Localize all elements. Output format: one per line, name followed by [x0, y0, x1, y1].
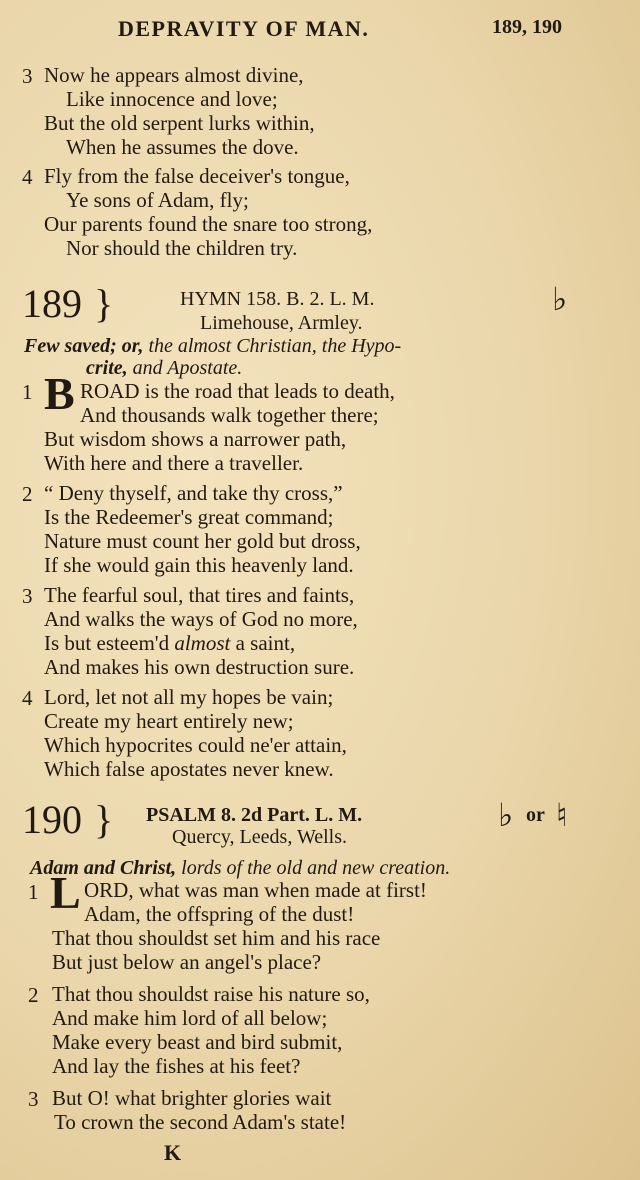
verse-line: Fly from the false deceiver's tongue, [44, 164, 350, 188]
hymn-subject-cont: crite, and Apostate. [86, 357, 243, 379]
brace-mark: } [94, 797, 114, 842]
verse-line: If she would gain this heavenly land. [44, 553, 354, 577]
verse-line: But wisdom shows a narrower path, [44, 427, 347, 451]
verse-line: But the old serpent lurks within, [44, 111, 315, 135]
stanza-number: 4 [22, 686, 33, 710]
verse-line: Our parents found the snare too strong, [44, 212, 373, 236]
hymn-title: HYMN 158. B. 2. L. M. [180, 288, 375, 310]
natural-key-icon: ♮ [556, 796, 568, 834]
flat-key-icon: ♭ [498, 796, 514, 834]
verse-line: To crown the second Adam's state! [54, 1110, 347, 1134]
verse-line: ORD, what was man when made at first! [84, 878, 427, 902]
verse-line: The fearful soul, that tires and faints, [44, 583, 355, 607]
verse-line: “ Deny thyself, and take thy cross,” [44, 481, 343, 505]
flat-key-icon: ♭ [552, 280, 568, 318]
drop-cap: B [44, 368, 75, 419]
signature-mark: K [164, 1140, 182, 1165]
verse-line: And thousands walk together there; [80, 403, 379, 427]
stanza-number: 2 [22, 482, 33, 506]
verse-line: But O! what brighter glories wait [52, 1086, 332, 1110]
verse-line: Which false apostates never knew. [44, 757, 334, 781]
hymn-subject: Adam and Christ, lords of the old and new creation. [30, 857, 451, 879]
verse-line: Which hypocrites could ne'er attain, [44, 733, 347, 757]
page-numbers: 189, 190 [492, 16, 562, 38]
verse-line: When he assumes the dove. [66, 135, 299, 159]
stanza-number: 4 [22, 165, 33, 189]
tune-names: Quercy, Leeds, Wells. [172, 826, 347, 848]
drop-cap: L [50, 867, 81, 918]
verse-line: ROAD is the road that leads to death, [80, 379, 395, 403]
verse-line: Nor should the children try. [66, 236, 298, 260]
brace-mark: } [94, 281, 114, 326]
hymn-subject: Few saved; or, the almost Christian, the Hypo- [24, 335, 402, 357]
stanza-number: 2 [28, 983, 39, 1007]
verse-line: Ye sons of Adam, fly; [66, 188, 249, 212]
verse-line: Lord, let not all my hopes be vain; [44, 685, 334, 709]
running-title: DEPRAVITY OF MAN. [118, 16, 370, 41]
verse-line: Like innocence and love; [66, 87, 278, 111]
stanza-number: 3 [22, 64, 33, 88]
verse-line: And makes his own destruction sure. [44, 655, 355, 679]
verse-line: And walks the ways of God no more, [44, 607, 358, 631]
verse-line: Create my heart entirely new; [44, 709, 294, 733]
verse-line: Is but esteem'd almost a saint, [44, 631, 296, 655]
verse-line: And make him lord of all below; [52, 1006, 328, 1030]
stanza-number: 3 [28, 1087, 39, 1111]
verse-line: Now he appears almost divine, [44, 63, 304, 87]
verse-line: Make every beast and bird submit, [52, 1030, 343, 1054]
verse-line: Nature must count her gold but dross, [44, 529, 361, 553]
verse-line: Is the Redeemer's great command; [44, 505, 334, 529]
hymn-number: 189 [22, 281, 82, 326]
key-or: or [526, 804, 545, 826]
verse-line: Adam, the offspring of the dust! [84, 902, 355, 926]
hymn-number: 190 [22, 797, 82, 842]
stanza-number: 3 [22, 584, 33, 608]
verse-line: That thou shouldst raise his nature so, [52, 982, 370, 1006]
tune-names: Limehouse, Armley. [200, 312, 363, 334]
verse-line: And lay the fishes at his feet? [52, 1054, 301, 1078]
verse-line: With here and there a traveller. [44, 451, 304, 475]
verse-line: That thou shouldst set him and his race [52, 926, 381, 950]
verse-line: But just below an angel's place? [52, 950, 322, 974]
hymn-title: PSALM 8. 2d Part. L. M. [146, 804, 363, 826]
stanza-number: 1 [28, 880, 39, 904]
stanza-number: 1 [22, 380, 33, 404]
